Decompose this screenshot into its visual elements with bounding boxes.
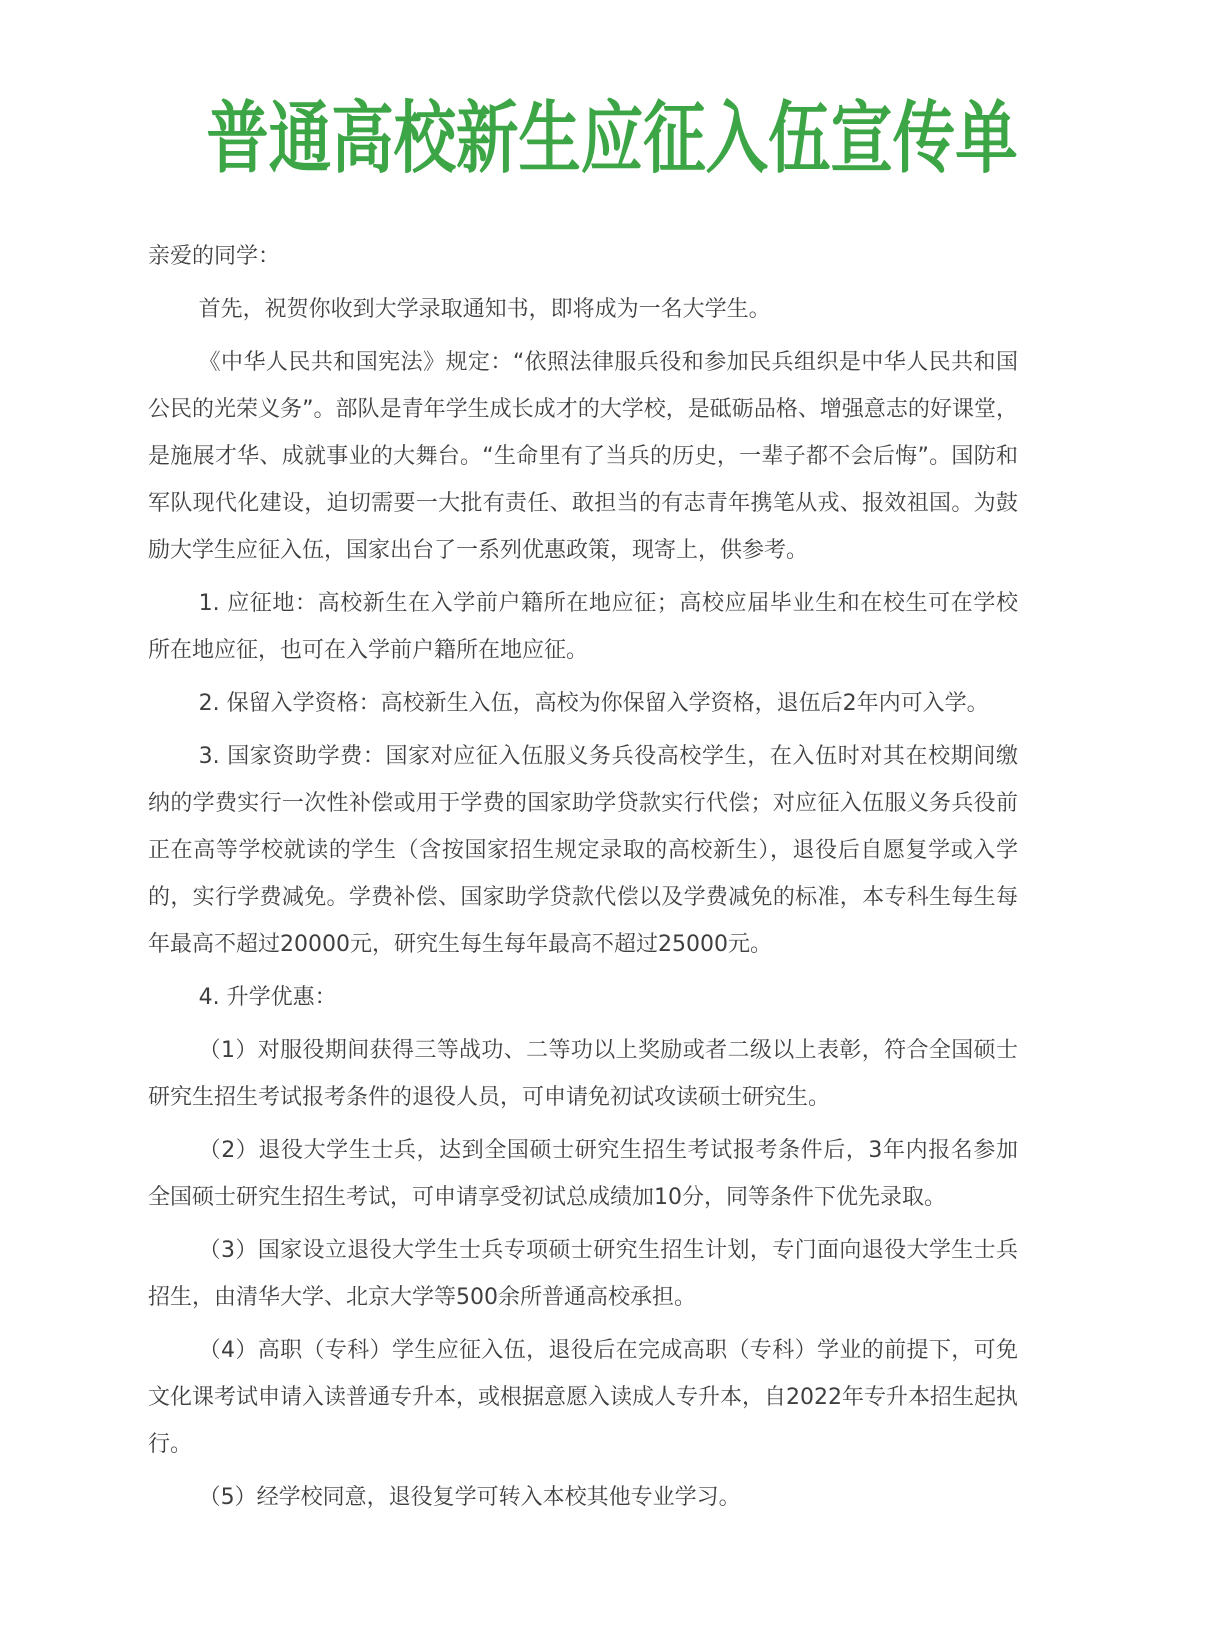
paragraph: 2. 保留入学资格：高校新生入伍，高校为你保留入学资格，退伍后2年内可入学。 [198, 691, 989, 716]
paragraph: 4. 升学优惠： [198, 985, 337, 1010]
paragraph: 《中华人民共和国宪法》规定：“依照法律服兵役和参加民兵组织是中华人民共和国公民的光荣义务”。部队是青年学生成长成才的大学校，是砥砺品格、增强意志的好课堂，是施展才华、成就事业的大舞台。“生命里有了当兵的历史，一辈子都不会后悔”。国防和军队现代化建设，迫切需要一大批有责任、敢担当的有志青年携笔从戎、报效祖国。为鼓励大学生应征入伍，国家出台了一系列优惠政策，现寄上，供参考。 [148, 350, 1018, 563]
paragraph: 首先，祝贺你收到大学录取通知书，即将成为一名大学生。 [198, 297, 771, 322]
paragraph: 3. 国家资助学费：国家对应征入伍服义务兵役高校学生，在入伍时对其在校期间缴纳的学费实行一次性补偿或用于学费的国家助学贷款实行代偿；对应征入伍服义务兵役前正在高等学校就读的学生（含按国家招生规定录取的高校新生），退役后自愿复学或入学的，实行学费减免。学费补偿、国家助学贷款代偿以及学费减免的标准，本专科生每生每年最高不超过20000元，研究生每生每年最高不超过25000元。 [148, 744, 1018, 957]
paragraph: 1. 应征地：高校新生在入学前户籍所在地应征；高校应届毕业生和在校生可在学校所在地应征，也可在入学前户籍所在地应征。 [148, 591, 1018, 663]
paragraph: （2）退役大学生士兵，达到全国硕士研究生招生考试报考条件后，3年内报名参加全国硕士研究生招生考试，可申请享受初试总成绩加10分，同等条件下优先录取。 [148, 1138, 1018, 1210]
page-title: 普通高校新生应征入伍宣传单 [206, 93, 1018, 184]
paragraph: 亲爱的同学： [148, 244, 281, 269]
paragraph: （5）经学校同意，退役复学可转入本校其他专业学习。 [198, 1485, 741, 1510]
paragraph: （1）对服役期间获得三等战功、二等功以上奖励或者二级以上表彰，符合全国硕士研究生招生考试报考条件的退役人员，可申请免初试攻读硕士研究生。 [148, 1038, 1018, 1110]
document-body [148, 233, 1018, 1521]
paragraph: （4）高职（专科）学生应征入伍，退役后在完成高职（专科）学业的前提下，可免文化课考试申请入读普通专升本，或根据意愿入读成人专升本，自2022年专升本招生起执行。 [148, 1338, 1018, 1457]
paragraph: （3）国家设立退役大学生士兵专项硕士研究生招生计划，专门面向退役大学生士兵招生，由清华大学、北京大学等500余所普通高校承担。 [148, 1238, 1018, 1310]
